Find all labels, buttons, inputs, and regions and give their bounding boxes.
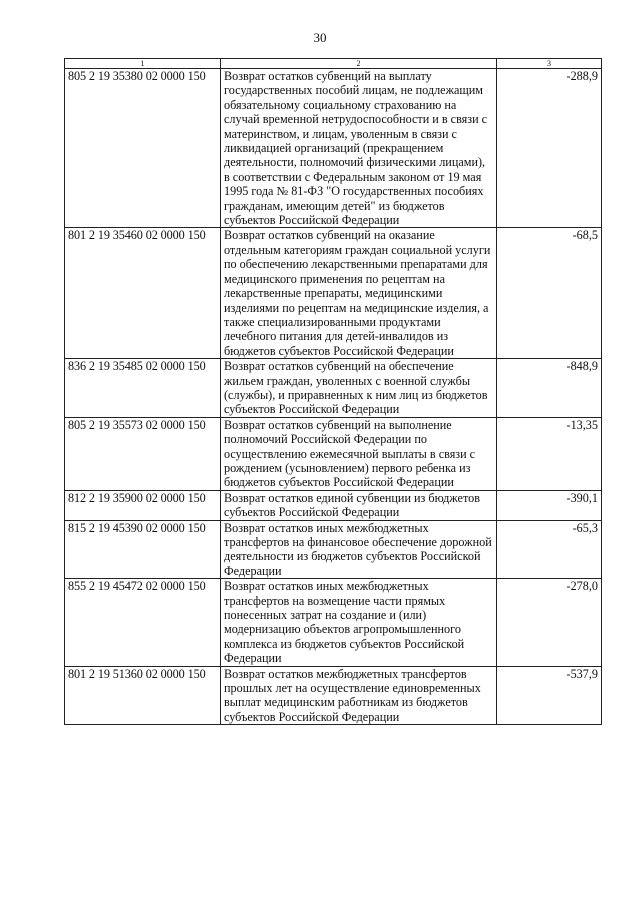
table-row bbox=[65, 228, 602, 359]
amount-cell: -13,35 bbox=[497, 417, 602, 490]
description-cell: Возврат остатков иных межбюджетных трансфертов на финансовое обеспечение дорожной деятельности из бюджетов субъектов Российской Федерации bbox=[221, 520, 497, 579]
description-cell: Возврат остатков иных межбюджетных трансфертов на возмещение части прямых понесенных затрат на создание и (или) модернизацию объектов агропромышленного комплекса из бюджетов субъектов Российской Федерации bbox=[221, 579, 497, 666]
budget-code-cell: 855 2 19 45472 02 0000 150 bbox=[65, 579, 221, 666]
budget-code-cell: 801 2 19 35460 02 0000 150 bbox=[65, 228, 221, 359]
description-cell: Возврат остатков субвенций на обеспечение жильем граждан, уволенных с военной службы (службы), и приравненных к ним лиц из бюджетов субъектов Российской Федерации bbox=[221, 359, 497, 418]
budget-code-cell: 805 2 19 35380 02 0000 150 bbox=[65, 69, 221, 228]
amount-cell: -848,9 bbox=[497, 359, 602, 418]
budget-code-cell: 801 2 19 51360 02 0000 150 bbox=[65, 666, 221, 725]
table-header-row bbox=[65, 59, 602, 69]
table-row bbox=[65, 69, 602, 228]
column-header-1: 1 bbox=[65, 59, 221, 69]
description-cell: Возврат остатков субвенций на оказание отдельным категориям граждан социальной услуги по обеспечению лекарственными препаратами для медицинского применения по рецептам на лекарственные препараты, медицинскими изделиями по рецептам на медицинские изделия, а также специализированными продуктами лечебного питания для детей-инвалидов из бюджетов субъектов Российской Федерации bbox=[221, 228, 497, 359]
budget-code-cell: 815 2 19 45390 02 0000 150 bbox=[65, 520, 221, 579]
amount-cell: -278,0 bbox=[497, 579, 602, 666]
column-header-2: 2 bbox=[221, 59, 497, 69]
budget-code-cell: 805 2 19 35573 02 0000 150 bbox=[65, 417, 221, 490]
column-header-3: 3 bbox=[497, 59, 602, 69]
budget-table bbox=[64, 58, 602, 725]
table-row bbox=[65, 359, 602, 418]
budget-code-cell: 836 2 19 35485 02 0000 150 bbox=[65, 359, 221, 418]
description-cell: Возврат остатков субвенций на выплату государственных пособий лицам, не подлежащим обязательному социальному страхованию на случай временной нетрудоспособности и в связи с материнством, и лицам, уволенным в связи с ликвидацией организаций (прекращением деятельности, полномочий физическими лицами), в соответствии с Федеральным законом от 19 мая 1995 года № 81-ФЗ "О государственных пособиях гражданам, имеющим детей" из бюджетов субъектов Российской Федерации bbox=[221, 69, 497, 228]
amount-cell: -65,3 bbox=[497, 520, 602, 579]
table-row bbox=[65, 666, 602, 725]
table-row bbox=[65, 417, 602, 490]
page-number: 30 bbox=[313, 30, 327, 45]
amount-cell: -288,9 bbox=[497, 69, 602, 228]
amount-cell: -68,5 bbox=[497, 228, 602, 359]
table-row bbox=[65, 579, 602, 666]
description-cell: Возврат остатков межбюджетных трансфертов прошлых лет на осуществление единовременных выплат медицинским работникам из бюджетов субъектов Российской Федерации bbox=[221, 666, 497, 725]
amount-cell: -390,1 bbox=[497, 490, 602, 520]
description-cell: Возврат остатков субвенций на выполнение полномочий Российской Федерации по осуществлению ежемесячной выплаты в связи с рождением (усыновлением) первого ребенка из бюджетов субъектов Российской Федерации bbox=[221, 417, 497, 490]
amount-cell: -537,9 bbox=[497, 666, 602, 725]
description-cell: Возврат остатков единой субвенции из бюджетов субъектов Российской Федерации bbox=[221, 490, 497, 520]
table-row bbox=[65, 490, 602, 520]
table-row bbox=[65, 520, 602, 579]
budget-code-cell: 812 2 19 35900 02 0000 150 bbox=[65, 490, 221, 520]
